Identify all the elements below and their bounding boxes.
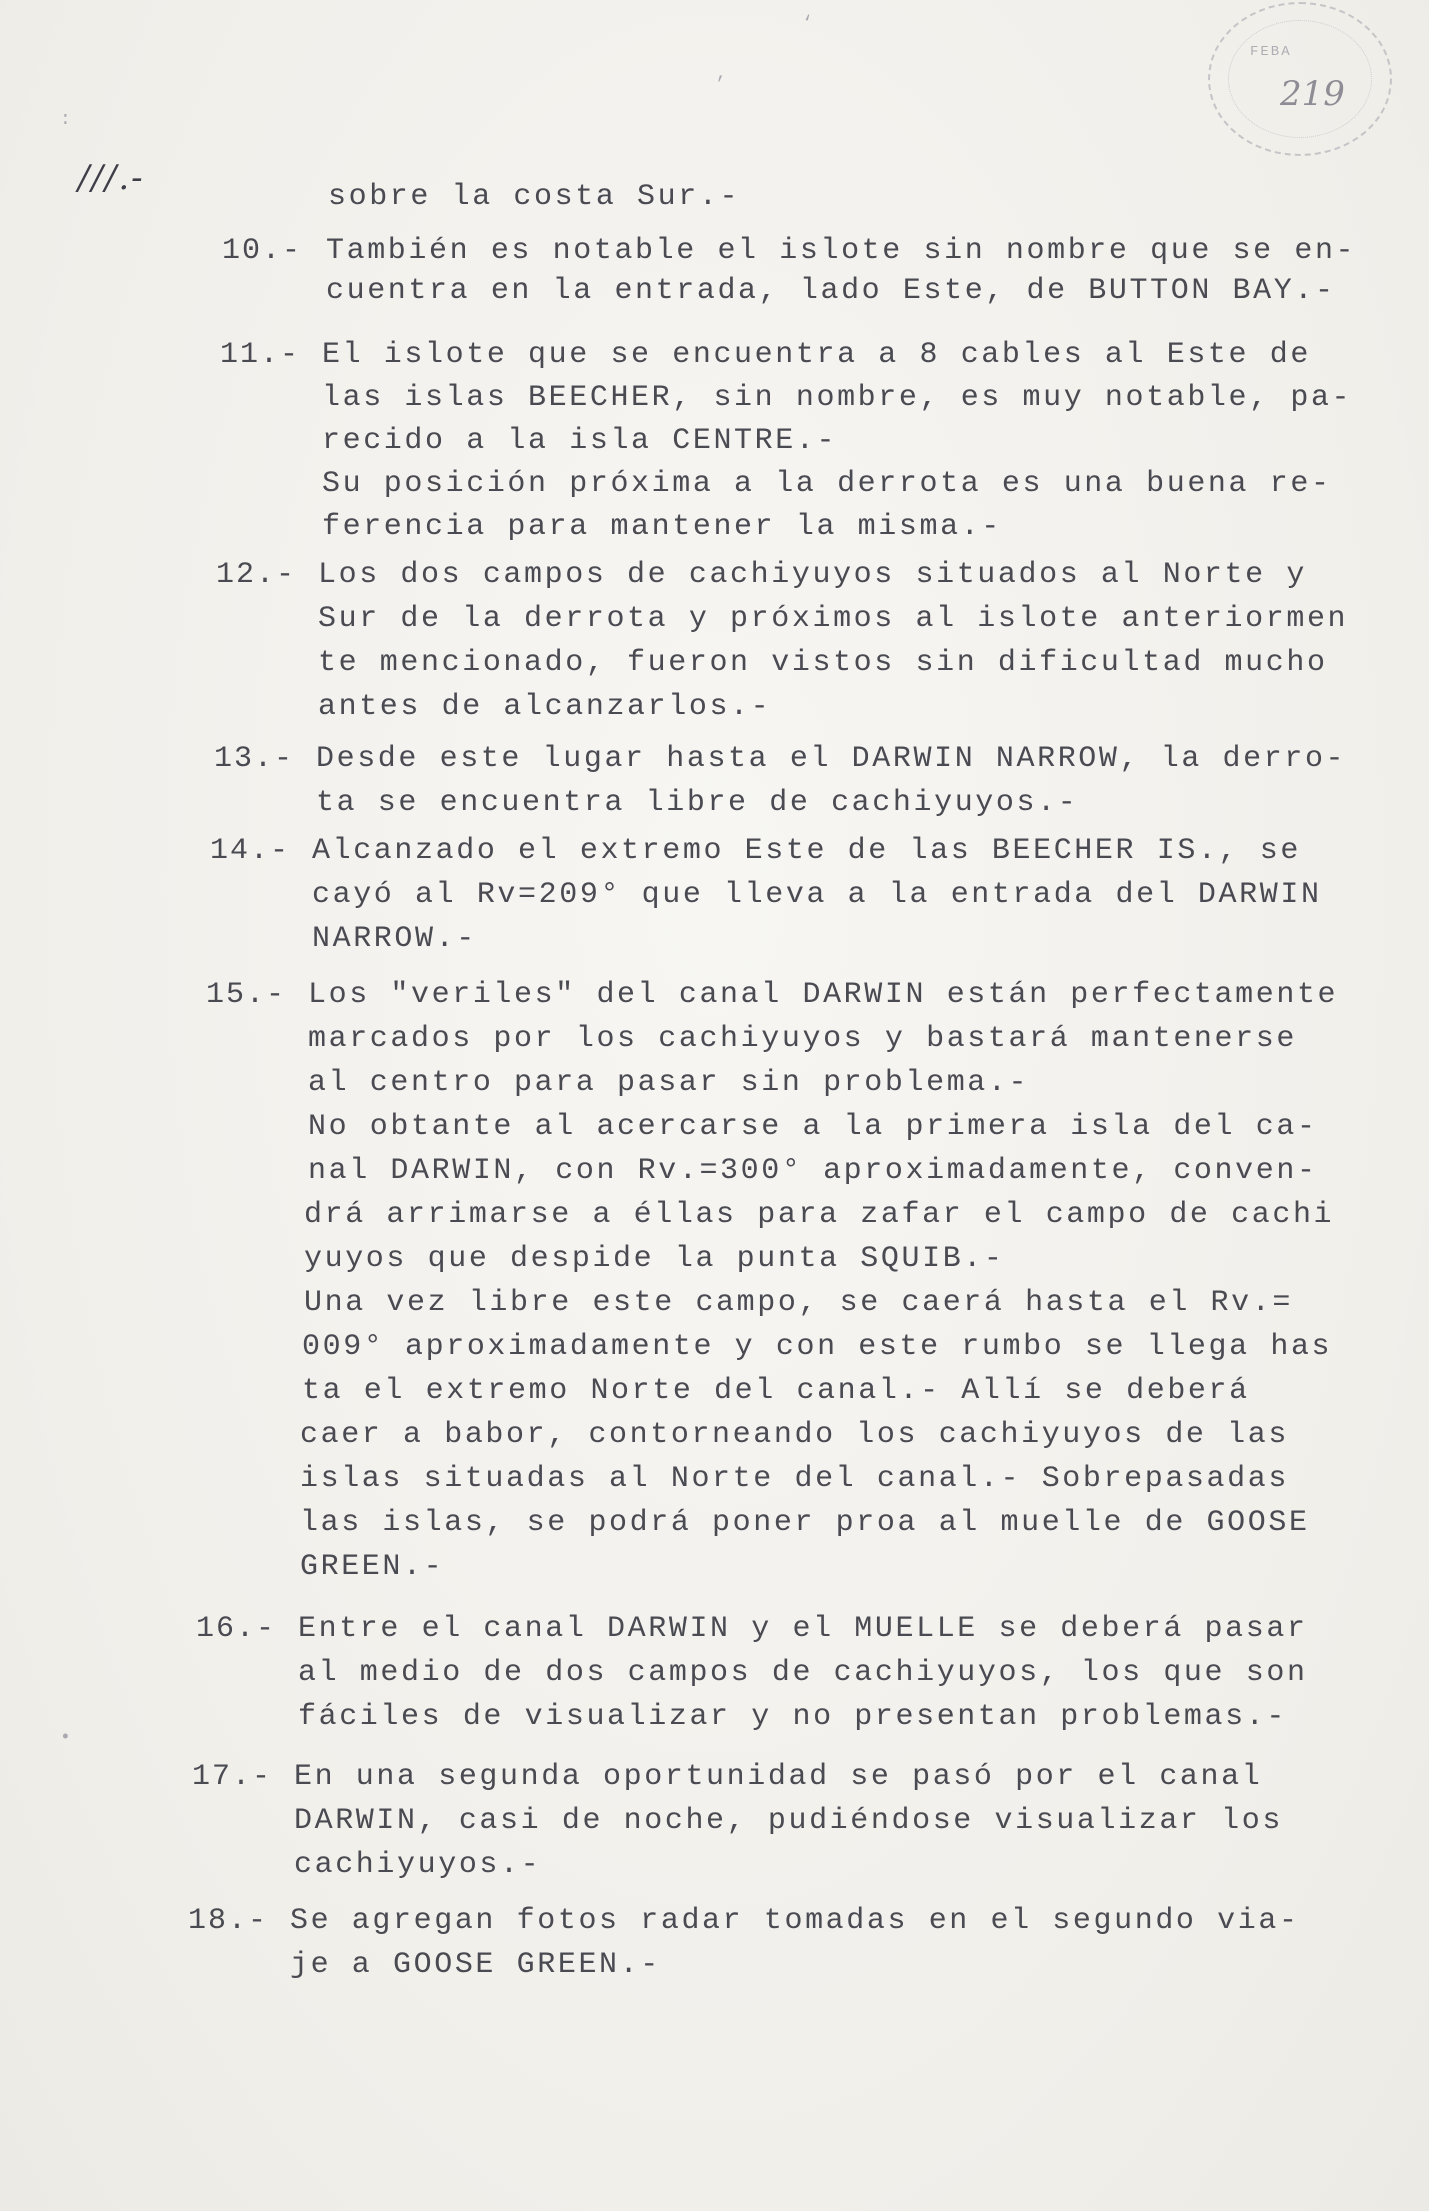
stray-mark: , xyxy=(716,64,727,84)
paragraph-line: ta se encuentra libre de cachiyuyos.- xyxy=(316,786,1079,820)
stray-mark: : xyxy=(60,110,71,130)
paragraph-line: yuyos que despide la punta SQUIB.- xyxy=(304,1242,1005,1276)
paragraph-line: al centro para pasar sin problema.- xyxy=(308,1066,1030,1100)
paragraph-line: nal DARWIN, con Rv.=300° aproximadamente, conven- xyxy=(308,1154,1318,1188)
paragraph-line: ta el extremo Norte del canal.- Allí se deberá xyxy=(302,1374,1250,1408)
paragraph-number: 17.- xyxy=(192,1760,273,1794)
stamp-number: 219 xyxy=(1280,74,1345,114)
paragraph-line: las islas BEECHER, sin nombre, es muy notable, pa- xyxy=(322,381,1353,415)
paragraph-line: NARROW.- xyxy=(312,922,477,956)
paragraph-line: 009° aproximadamente y con este rumbo se llega has xyxy=(302,1330,1333,1364)
intro-line: sobre la costa Sur.- xyxy=(328,180,741,214)
paragraph-number: 18.- xyxy=(188,1904,269,1938)
paragraph-line: No obtante al acercarse a la primera isla del ca- xyxy=(308,1110,1318,1144)
paragraph-line: Desde este lugar hasta el DARWIN NARROW, la derro- xyxy=(316,742,1347,776)
paragraph-line: recido a la isla CENTRE.- xyxy=(322,424,838,458)
paragraph-line: islas situadas al Norte del canal.- Sobrepasadas xyxy=(300,1462,1289,1496)
paragraph-line: Alcanzado el extremo Este de las BEECHER IS., se xyxy=(312,834,1301,868)
paragraph-line: al medio de dos campos de cachiyuyos, los que son xyxy=(298,1656,1308,1690)
paragraph-line: fáciles de visualizar y no presentan problemas.- xyxy=(298,1700,1287,1734)
stray-mark: ‘ xyxy=(802,14,813,34)
paragraph-line: cayó al Rv=209° que lleva a la entrada del DARWIN xyxy=(312,878,1322,912)
paragraph-line: Entre el canal DARWIN y el MUELLE se deberá pasar xyxy=(298,1612,1308,1646)
paragraph-line: je a GOOSE GREEN.- xyxy=(290,1948,661,1982)
paragraph-line: DARWIN, casi de noche, pudiéndose visualizar los xyxy=(294,1804,1283,1838)
paragraph-number: 11.- xyxy=(220,338,301,372)
paragraph-number: 15.- xyxy=(206,978,287,1012)
paragraph-number: 14.- xyxy=(210,834,291,868)
paragraph-number: 10.- xyxy=(222,234,303,268)
paragraph-line: Se agregan fotos radar tomadas en el segundo via- xyxy=(290,1904,1300,1938)
paragraph-line: ferencia para mantener la misma.- xyxy=(322,510,1002,544)
archive-stamp xyxy=(1208,2,1392,156)
paragraph-line: Sur de la derrota y próximos al islote anteriormen xyxy=(318,602,1349,636)
paragraph-line: caer a babor, contorneando los cachiyuyos de las xyxy=(300,1418,1289,1452)
paragraph-number: 12.- xyxy=(216,558,297,592)
page-marker: ///.- xyxy=(78,158,145,198)
paragraph-line: te mencionado, fueron vistos sin dificultad mucho xyxy=(318,646,1328,680)
paragraph-line: También es notable el islote sin nombre que se en- xyxy=(326,234,1357,268)
paragraph-line: cachiyuyos.- xyxy=(294,1848,542,1882)
paragraph-line: marcados por los cachiyuyos y bastará mantenerse xyxy=(308,1022,1297,1056)
paragraph-line: Su posición próxima a la derrota es una buena re- xyxy=(322,467,1332,501)
stamp-text: FEBA xyxy=(1250,44,1292,60)
paragraph-line: drá arrimarse a éllas para zafar el campo de cachi xyxy=(304,1198,1335,1232)
paragraph-line: El islote que se encuentra a 8 cables al Este de xyxy=(322,338,1311,372)
paragraph-line: Una vez libre este campo, se caerá hasta el Rv.= xyxy=(304,1286,1293,1320)
paragraph-line: Los "veriles" del canal DARWIN están perfectamente xyxy=(308,978,1339,1012)
stray-mark: • xyxy=(60,1728,71,1748)
paragraph-line: GREEN.- xyxy=(300,1550,445,1584)
paragraph-number: 16.- xyxy=(196,1612,277,1646)
paragraph-number: 13.- xyxy=(214,742,295,776)
paragraph-line: cuentra en la entrada, lado Este, de BUTTON BAY.- xyxy=(326,274,1336,308)
paragraph-line: las islas, se podrá poner proa al muelle de GOOSE xyxy=(300,1506,1310,1540)
paragraph-line: antes de alcanzarlos.- xyxy=(318,690,772,724)
paragraph-line: Los dos campos de cachiyuyos situados al Norte y xyxy=(318,558,1307,592)
paragraph-line: En una segunda oportunidad se pasó por el canal xyxy=(294,1760,1263,1794)
